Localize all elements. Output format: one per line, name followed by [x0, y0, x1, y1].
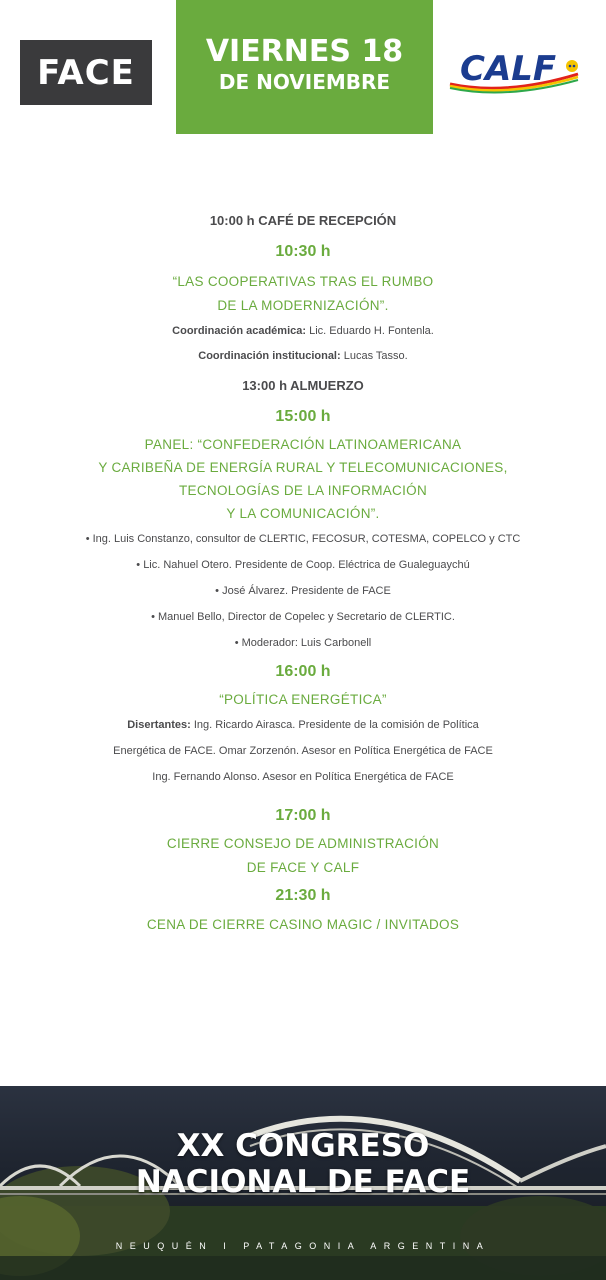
date-banner	[176, 0, 433, 134]
footer-banner	[0, 1086, 606, 1280]
title-1500-1: PANEL: “CONFEDERACIÓN LATINOAMERICANA	[144, 437, 462, 452]
time-1500: 15:00 h	[275, 408, 331, 425]
title-1500-2: Y CARIBEÑA DE ENERGÍA RURAL Y TELECOMUNICACIONES,	[98, 460, 508, 475]
speaker: • José Álvarez. Presidente de FACE	[215, 585, 391, 597]
speaker: • Lic. Nahuel Otero. Presidente de Coop. Eléctrica de Gualeguaychú	[136, 559, 470, 571]
title-1700-1: CIERRE CONSEJO DE ADMINISTRACIÓN	[166, 836, 440, 851]
congress-title	[0, 1128, 606, 1200]
title-1030-2: DE LA MODERNIZACIÓN”.	[217, 298, 389, 313]
coord-institucional: Coordinación institucional: Lucas Tasso.	[198, 350, 408, 362]
speaker: • Manuel Bello, Director de Copelec y Secretario de CLERTIC.	[151, 611, 455, 623]
face-logo	[20, 40, 152, 105]
calf-logo	[446, 44, 586, 96]
congress-title-line-1: XX CONGRESO	[176, 1128, 430, 1164]
date-day: VIERNES 18	[205, 34, 404, 69]
coord-academica: Coordinación académica: Lic. Eduardo H. Fontenla.	[172, 325, 434, 337]
speaker: • Moderador: Luis Carbonell	[234, 637, 372, 649]
almuerzo: 13:00 h ALMUERZO	[242, 378, 364, 393]
disertantes-3: Ing. Fernando Alonso. Asesor en Política Energética de FACE	[152, 771, 454, 783]
header	[0, 0, 606, 140]
time-1700: 17:00 h	[275, 807, 331, 824]
title-1600: “POLÍTICA ENERGÉTICA”	[219, 692, 387, 707]
location: NEUQUÉN I PATAGONIA ARGENTINA	[115, 1241, 491, 1251]
title-1500-3: TECNOLOGÍAS DE LA INFORMACIÓN	[179, 483, 427, 498]
congress-title-line-2: NACIONAL DE FACE	[135, 1164, 471, 1200]
title-1030-1: “LAS COOPERATIVAS TRAS EL RUMBO	[172, 274, 434, 289]
title-2130: CENA DE CIERRE CASINO MAGIC / INVITADOS	[146, 917, 460, 932]
time-2130: 21:30 h	[275, 887, 331, 904]
title-1500-4: Y LA COMUNICACIÓN”.	[226, 506, 380, 521]
title-1700-2: DE FACE Y CALF	[246, 860, 360, 875]
speaker: • Ing. Luis Constanzo, consultor de CLERTIC, FECOSUR, COTESMA, COPELCO y CTC	[85, 533, 521, 545]
date-month: DE NOVIEMBRE	[218, 70, 391, 94]
face-logo-text: FACE	[37, 52, 135, 93]
recepcion: 10:00 h CAFÉ DE RECEPCIÓN	[209, 213, 397, 228]
time-1030: 10:30 h	[275, 243, 331, 260]
calf-logo-text: CALF	[460, 49, 557, 89]
time-1600: 16:00 h	[275, 663, 331, 680]
program	[0, 210, 606, 932]
disertantes-2: Energética de FACE. Omar Zorzenón. Asesor en Política Energética de FACE	[113, 745, 493, 757]
disertantes-1: Disertantes: Ing. Ricardo Airasca. Presidente de la comisión de Política	[127, 719, 479, 731]
